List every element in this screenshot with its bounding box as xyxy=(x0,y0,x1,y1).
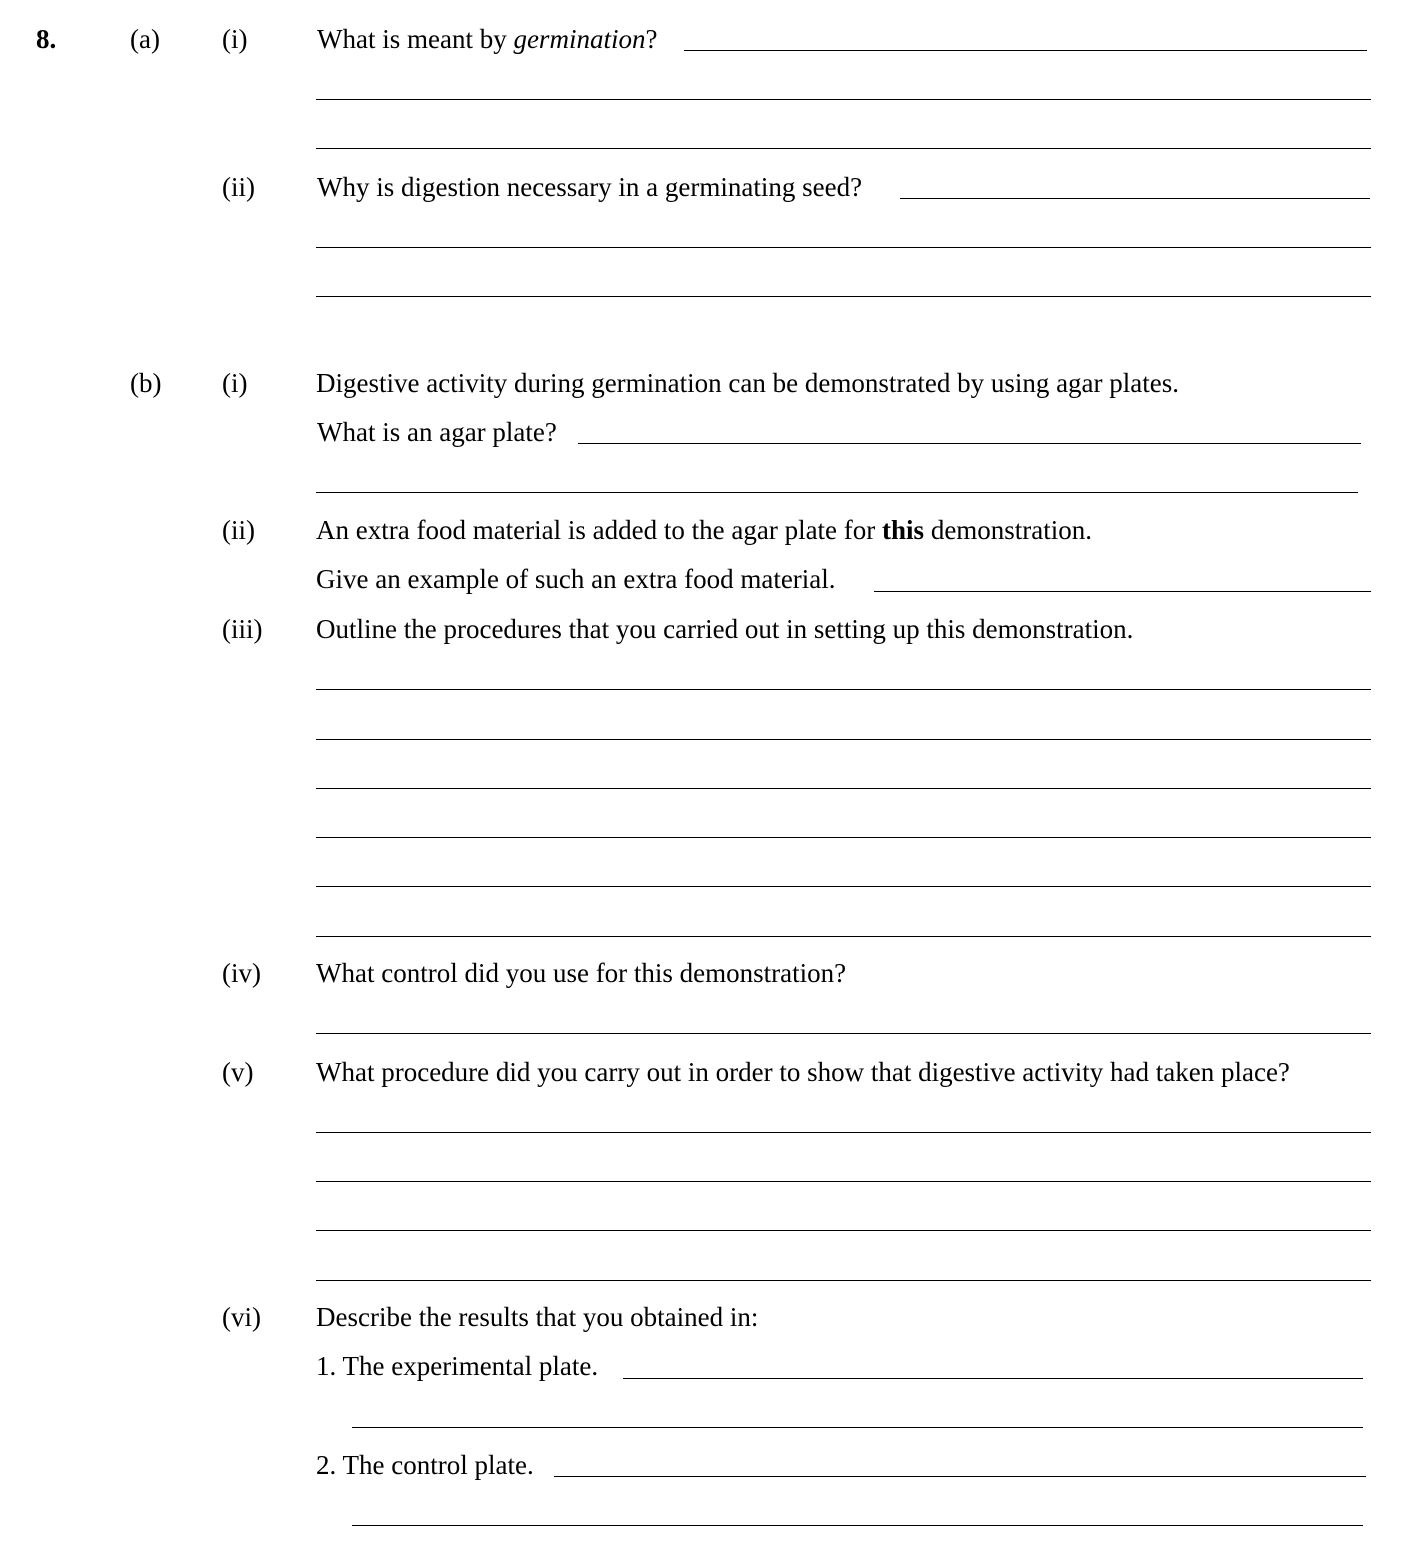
part-b-ii-question: Give an example of such an extra food material. xyxy=(316,564,836,594)
part-b-i-question: What is an agar plate? xyxy=(317,417,557,447)
answer-line-b-iii-5[interactable] xyxy=(316,886,1371,887)
part-b-vi-item1: 1. The experimental plate. xyxy=(316,1351,599,1381)
answer-line-b-i-2[interactable] xyxy=(316,492,1358,493)
part-b-i-label: (i) xyxy=(222,368,248,398)
part-b-iv-label: (iv) xyxy=(222,958,261,988)
answer-line-b-v-1[interactable] xyxy=(316,1132,1371,1133)
answer-line-a-i-1[interactable] xyxy=(684,50,1367,51)
answer-line-a-i-2[interactable] xyxy=(316,99,1371,100)
answer-line-b-iii-6[interactable] xyxy=(316,936,1371,937)
answer-line-b-iii-3[interactable] xyxy=(316,788,1371,789)
answer-line-b-ii-1[interactable] xyxy=(874,591,1371,592)
part-b-vi-question: Describe the results that you obtained in: xyxy=(316,1302,759,1332)
answer-line-b-v-4[interactable] xyxy=(316,1280,1371,1281)
answer-line-a-ii-3[interactable] xyxy=(316,296,1371,297)
part-a-i-term: germination xyxy=(513,24,646,54)
part-b-ii-emphasis: this xyxy=(882,515,925,545)
part-a-i-text-after: ? xyxy=(645,24,658,54)
part-b-i-intro: Digestive activity during germination can be demonstrated by using agar plates. xyxy=(316,368,1180,398)
answer-line-b-v-2[interactable] xyxy=(316,1181,1371,1182)
part-b-iii-question: Outline the procedures that you carried out in setting up this demonstration. xyxy=(316,614,1134,644)
answer-line-b-iii-1[interactable] xyxy=(316,689,1371,690)
question-number: 8. xyxy=(36,24,57,54)
answer-line-b-vi-1b[interactable] xyxy=(352,1427,1363,1428)
part-b-v-label: (v) xyxy=(222,1057,254,1087)
answer-line-a-i-3[interactable] xyxy=(316,148,1371,149)
part-b-v-question: What procedure did you carry out in order to show that digestive activity had taken place? xyxy=(316,1057,1290,1087)
part-a-ii-question: Why is digestion necessary in a germinating seed? xyxy=(317,172,863,202)
answer-line-a-ii-2[interactable] xyxy=(316,247,1371,248)
part-b-ii-label: (ii) xyxy=(222,515,255,545)
part-a-ii-label: (ii) xyxy=(222,172,255,202)
answer-line-b-vi-2b[interactable] xyxy=(352,1525,1363,1526)
part-b-iii-label: (iii) xyxy=(222,614,263,644)
part-a-i-question xyxy=(317,26,657,53)
part-b-vi-item2: 2. The control plate. xyxy=(316,1450,534,1480)
answer-line-a-ii-1[interactable] xyxy=(900,198,1370,199)
answer-line-b-v-3[interactable] xyxy=(316,1230,1371,1231)
answer-line-b-iii-4[interactable] xyxy=(316,837,1371,838)
answer-line-b-i-1[interactable] xyxy=(578,443,1361,444)
answer-line-b-iv-1[interactable] xyxy=(316,1033,1371,1034)
answer-line-b-vi-1a[interactable] xyxy=(623,1378,1363,1379)
part-a-i-text-before: What is meant by xyxy=(317,24,514,54)
part-a-i-label: (i) xyxy=(222,24,248,54)
part-b-vi-label: (vi) xyxy=(222,1302,261,1332)
part-b-ii-text-after: demonstration. xyxy=(924,515,1093,545)
answer-line-b-vi-2a[interactable] xyxy=(554,1476,1366,1477)
answer-line-b-iii-2[interactable] xyxy=(316,739,1371,740)
part-b-ii-statement xyxy=(316,517,1092,544)
part-b-ii-text-before: An extra food material is added to the agar plate for xyxy=(316,515,883,545)
part-a-label: (a) xyxy=(130,24,160,54)
part-b-label: (b) xyxy=(130,368,162,398)
part-b-iv-question: What control did you use for this demonstration? xyxy=(316,958,847,988)
